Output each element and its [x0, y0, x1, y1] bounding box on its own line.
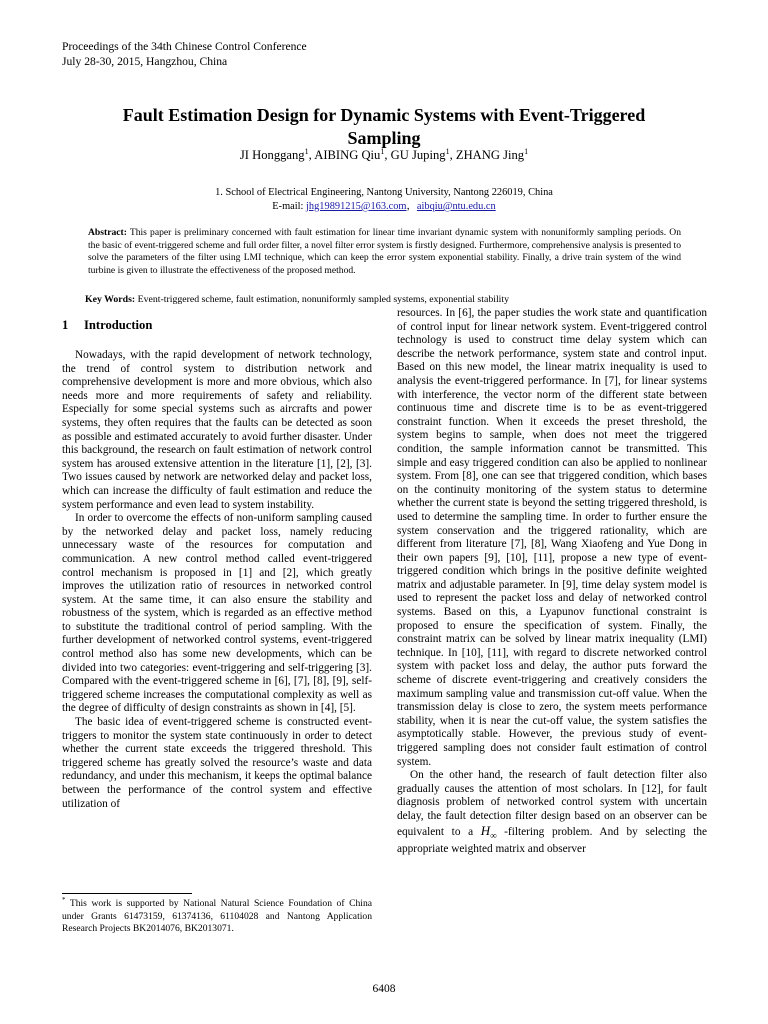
section-title: Introduction	[84, 318, 153, 332]
email-link-1[interactable]: jhg19891215@163.com	[306, 201, 407, 212]
abstract	[88, 227, 681, 277]
paper-title-line-1: Fault Estimation Design for Dynamic Systems with Event-Triggered	[122, 105, 646, 125]
paper-title-line-2: Sampling	[347, 128, 421, 148]
paragraph-text: -filtering problem. And by selecting the appropriate weighted matrix and observer	[397, 825, 707, 855]
keywords	[85, 293, 685, 306]
page-number: 6408	[372, 983, 396, 995]
author-affiliation-mark: 1	[380, 146, 385, 156]
conference-name: Proceedings of the 34th Chinese Control Conference	[62, 40, 307, 53]
email-separator: ，	[406, 201, 417, 212]
email-label: E-mail:	[272, 201, 307, 212]
author-separator: ,	[384, 148, 391, 162]
paragraph: Nowadays, with the rapid development of network technology, the trend of control system to distribution network and comprehensive development is more and more obvious, which also needs more and more requirements of safety and reliability. Especially for some special systems such as aircrafts and power systems, they often requires that the faults can be detected as soon as possible and estimated accurately to avoid further disaster. Under this background, the research on fault estimation of network control system has aroused extensive attention in the literature [1], [2], [3]. Two issues caused by network are networked delay and packet loss, which can increase the difficulty of fault estimation and reduce the system performance and even lead to system instability.	[62, 349, 372, 511]
footnote-divider	[62, 893, 192, 894]
affiliation-block	[0, 186, 768, 214]
affiliation-line: 1. School of Electrical Engineering, Nantong University, Nantong 226019, China	[215, 187, 553, 198]
author-affiliation-mark: 1	[524, 146, 529, 156]
email-line	[0, 200, 768, 214]
right-column	[397, 307, 707, 856]
paper-title	[0, 104, 768, 150]
author-list	[0, 147, 768, 163]
author-name: AIBING Qiu	[314, 148, 381, 162]
email-link-2[interactable]: aibqiu@ntu.edu.cn	[416, 201, 496, 212]
h-infinity-letter: H	[480, 822, 491, 838]
abstract-label: Abstract:	[88, 227, 127, 238]
left-column	[62, 349, 372, 811]
paragraph: The basic idea of event-triggered scheme is constructed event-triggers to monitor the system state continuously in order to detect whether the current state exceeds the triggered threshold. This triggered scheme has greatly solved the resource’s waste and data redundancy, and under this mechanism, it keeps the optimal balance between the performance of the control system and effective utilization of	[62, 716, 372, 810]
paragraph	[397, 769, 707, 856]
author-name: GU Juping	[390, 148, 446, 162]
author-affiliation-mark: 1	[304, 146, 309, 156]
keywords-text: Event-triggered scheme, fault estimation, nonuniformly sampled systems, exponential stability	[135, 294, 510, 305]
h-infinity-symbol	[480, 822, 497, 841]
section-heading	[62, 317, 152, 333]
conference-header	[62, 39, 307, 69]
author-affiliation-mark: 1	[445, 146, 450, 156]
infinity-subscript: ∞	[490, 830, 497, 841]
keywords-label: Key Words:	[85, 294, 136, 305]
author-name: JI Honggang	[239, 148, 305, 162]
footnote-text: This work is supported by National Natural Science Foundation of China under Grants 61473159, 61374136, 61104028 and Nantong Application Research Projects BK2014076, BK2013071.	[62, 898, 372, 935]
author-separator: ,	[449, 148, 456, 162]
author-separator: ,	[308, 148, 315, 162]
paragraph: In order to overcome the effects of non-uniform sampling caused by the networked delay and packet loss, namely reducing unnecessary waste of the resources for computation and communication. A new control method called event-triggered control mechanism is proposed in [1] and [2], which greatly improves the utilization ratio of resources in networked control system. At the same time, it can also ensure the stability and robustness of the system, which is regarded as an effective method to substitute the traditional control of period sampling. With the further development of networked control systems, event-triggered control method also has some new developments, which can be divided into two categories: event-triggering and self-triggering [3]. Compared with the event-triggered scheme in [6], [7], [8], [9], self-triggered scheme increases the computational complexity as well as the degree of difficulty of design constraints as shown in [4], [5].	[62, 512, 372, 715]
paragraph-continuation: resources. In [6], the paper studies the work state and quantification of control input for linear network system. Event-triggered control technology is used to construct time delay system which can describe the network performance, system state and control input. Based on this new model, the linear matrix inequality is used to analysis the event-triggered performance. In [7], for linear systems with interference, the vector norm of the different state between continuous time and discrete time is to be as event-triggered constraint function. When it exceeds the preset threshold, the system begins to sample, when does not meet the triggered condition, the sample information cannot be transmitted. This simple and easy triggered condition can also be applied to nonlinear system. From [8], one can see that triggered condition, which bases on the continuity monitoring of the system status to determine whether the current state is beyond the setting triggered threshold, is used to determine the sampling time. In order to further ensure the system conservation and the triggered rationality, which are different from literature [7], [8], Wang Xiaofeng and Yue Dong in their own papers [9], [10], [11], propose a new type of event-triggered condition which brings in the positive definite weighted matrix and adjustable parameter. In [9], time delay system model is used to represent the packet loss and delay of networked control systems. Based on this, a Lyapunov functional constraint is proposed to ensure the specification of system. Finally, the constraint matrix can be solved by linear matrix inequality (LMI) technique. In [10], [11], with regard to discrete networked control system with packet loss and delay, the author puts forward the scheme of discrete event-triggering and creatively considers the maximum sampling value and transmission cut-off value. When the transmission delay is close to zero, the system meets performance stability, when it is near the cut-off value, the system satisfies the asymptotically stable. However, the previous study of event-triggered sampling does not consider fault estimation of control system.	[397, 307, 707, 768]
abstract-text: This paper is preliminary concerned with fault estimation for linear time invariant dynamic system with nonuniformly sampling periods. On the basic of event-triggered scheme and full order filter, a novel filter error system is firstly designed. Furthermore, comprehensive analysis is presented to solve the parameters of the filter using LMI technique, which can keep the error system exponential stability. Finally, a drive train system of the wind turbine is given to illustrate the effectiveness of the proposed method.	[88, 227, 681, 276]
section-number: 1	[62, 318, 69, 332]
paragraph-text: On the other hand, the research of fault detection filter also gradually causes the attention of most scholars. In [12], for fault diagnosis problem of networked control system with uncertain delay, the fault detection filter design based on an observer can be equivalent to a	[397, 769, 707, 838]
author-name: ZHANG Jing	[455, 148, 525, 162]
footnote	[62, 895, 372, 936]
footnote-mark: *	[62, 895, 66, 904]
conference-date-location: July 28-30, 2015, Hangzhou, China	[62, 55, 228, 68]
